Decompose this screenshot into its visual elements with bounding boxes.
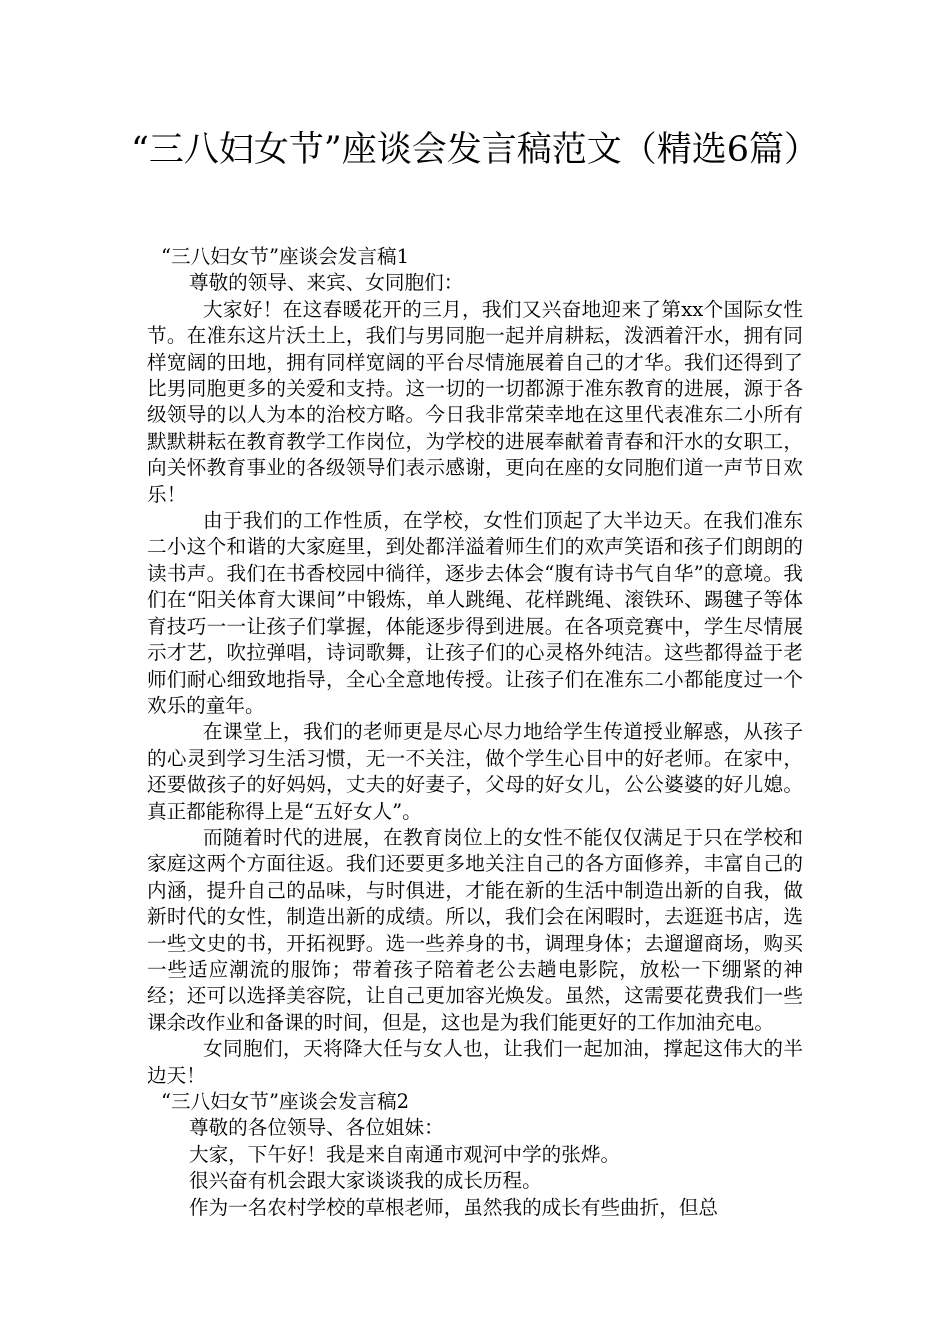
paragraph: 很兴奋有机会跟大家谈谈我的成长历程。 xyxy=(189,1169,542,1193)
section-heading: “三八妇女节”座谈会发言稿2 xyxy=(161,1090,410,1113)
paragraph: 大家好！在这春暖花开的三月，我们又兴奋地迎来了第xx个国际女性节。在准东这片沃土上，我们与男同胞一起并肩耕耘，泼洒着汗水，拥有同样宽阔的田地，拥有同样宽阔的平台尽情施展着自己的才华。我们还得到了比男同胞更多的关爱和支持。这一切的一切都源于准东教育的进展，源于各级领导的以人为本的治校方略。今日我非常荣幸地在这里代表准东二小所有默默耕耘在教育教学工作岗位，为学校的进展奉献着青春和汗水的女职工，向关怀教育事业的各级领导们表示感谢，更向在座的女同胞们道一声节日欢乐！ xyxy=(147,297,803,506)
paragraph: 而随着时代的进展，在教育岗位上的女性不能仅仅满足于只在学校和家庭这两个方面往返。我们还要更多地关注自己的各方面修养，丰富自己的内涵，提升自己的品味，与时俱进，才能在新的生活中制造出新的自我，做新时代的女性，制造出新的成绩。所以，我们会在闲暇时，去逛逛书店，选一些文史的书，开拓视野。选一些养身的书，调理身体；去遛遛商场，购买一些适应潮流的服饰；带着孩子陪着老公去趟电影院，放松一下绷紧的神经；还可以选择美容院，让自己更加容光焕发。虽然，这需要花费我们一些课余改作业和备课的时间，但是，这也是为我们能更好的工作加油充电。 xyxy=(147,825,803,1034)
section-heading: “三八妇女节”座谈会发言稿1 xyxy=(161,245,410,268)
salutation: 尊敬的领导、来宾、女同胞们： xyxy=(189,271,464,295)
paragraph: 大家，下午好！我是来自南通市观河中学的张烨。 xyxy=(189,1142,621,1166)
paragraph: 由于我们的工作性质，在学校，女性们顶起了大半边天。在我们准东二小这个和谐的大家庭里，到处都洋溢着师生们的欢声笑语和孩子们朗朗的读书声。我们在书香校园中徜徉，逐步去体会“腹有诗书气自华”的意境。我们在“阳关体育大课间”中锻炼，单人跳绳、花样跳绳、滚铁环、踢毽子等体育技巧一一让孩子们掌握，体能逐步得到进展。在各项竞赛中，学生尽情展示才艺，吹拉弹唱，诗词歌舞，让孩子们的心灵格外纯洁。这些都得益于老师们耐心细致地指导，全心全意地传授。让孩子们在准东二小都能度过一个欢乐的童年。 xyxy=(147,509,803,717)
paragraph: 在课堂上，我们的老师更是尽心尽力地给学生传道授业解惑，从孩子的心灵到学习生活习惯，无一不关注，做个学生心目中的好老师。在家中，还要做孩子的好妈妈，丈夫的好妻子，父母的好女儿，公公婆婆的好儿媳。真正都能称得上是“五好女人”。 xyxy=(147,720,803,823)
document-title: “三八妇女节”座谈会发言稿范文（精选6篇） xyxy=(130,130,820,170)
paragraph: 女同胞们，天将降大任与女人也，让我们一起加油，撑起这伟大的半边天！ xyxy=(147,1037,803,1087)
document-body xyxy=(147,244,803,1221)
salutation: 尊敬的各位领导、各位姐妹： xyxy=(189,1116,444,1140)
paragraph: 作为一名农村学校的草根老师，虽然我的成长有些曲折，但总 xyxy=(189,1195,719,1219)
